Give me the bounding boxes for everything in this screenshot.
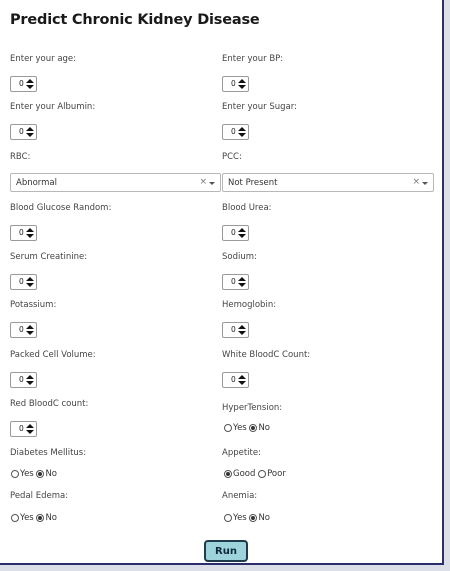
red-bloodc-count-label: Red BloodC count:	[10, 399, 89, 409]
serum-creatinine-stepper[interactable]	[10, 274, 37, 290]
stepper-arrows-icon[interactable]	[238, 276, 246, 288]
anemia-yes-option[interactable]	[224, 513, 247, 523]
stepper-arrows-icon[interactable]	[26, 126, 34, 138]
hemoglobin-value: 0	[231, 325, 236, 334]
serum-creatinine-label: Serum Creatinine:	[10, 252, 88, 262]
pedal-edema-no-option[interactable]	[36, 513, 57, 523]
blood-urea-label: Blood Urea:	[222, 203, 272, 213]
pedal-edema-no-label: No	[45, 513, 57, 523]
appetite-label: Appetite:	[222, 448, 261, 458]
pedal-edema-label: Pedal Edema:	[10, 491, 69, 501]
diabetes-mellitus-label: Diabetes Mellitus:	[10, 448, 87, 458]
radio-button-checked-icon[interactable]	[36, 470, 44, 478]
albumin-value: 0	[19, 127, 24, 136]
diabetes-mellitus-radio-group	[11, 469, 57, 480]
radio-button-checked-icon[interactable]	[224, 470, 232, 478]
appetite-radio-group	[224, 469, 286, 480]
stepper-arrows-icon[interactable]	[26, 423, 34, 435]
stepper-arrows-icon[interactable]	[238, 227, 246, 239]
sodium-label: Sodium:	[222, 252, 257, 262]
blood-glucose-label: Blood Glucose Random:	[10, 203, 112, 213]
blood-urea-stepper[interactable]	[222, 225, 249, 241]
appetite-poor-option[interactable]	[258, 469, 286, 479]
stepper-arrows-icon[interactable]	[238, 126, 246, 138]
age-stepper[interactable]	[10, 76, 37, 92]
stepper-arrows-icon[interactable]	[238, 78, 246, 90]
blood-glucose-stepper[interactable]	[10, 225, 37, 241]
run-button[interactable]: Run	[204, 540, 248, 562]
potassium-value: 0	[19, 325, 24, 334]
rbc-select[interactable]	[10, 173, 221, 192]
pcc-label: PCC:	[222, 152, 242, 162]
albumin-stepper[interactable]	[10, 124, 37, 140]
stepper-arrows-icon[interactable]	[238, 374, 246, 386]
appetite-poor-label: Poor	[267, 469, 286, 479]
anemia-radio-group	[224, 513, 270, 524]
stepper-arrows-icon[interactable]	[26, 78, 34, 90]
radio-button-icon[interactable]	[224, 424, 232, 432]
radio-button-icon[interactable]	[11, 470, 19, 478]
hypertension-radio-group	[224, 423, 270, 434]
rbc-label: RBC:	[10, 152, 31, 162]
hypertension-yes-label: Yes	[233, 423, 247, 433]
white-bloodc-count-stepper[interactable]	[222, 372, 249, 388]
rbc-selected-value: Abnormal	[16, 178, 57, 188]
page-title: Predict Chronic Kidney Disease	[10, 12, 260, 28]
radio-button-icon[interactable]	[224, 514, 232, 522]
anemia-no-option[interactable]	[249, 513, 270, 523]
diabetes-yes-label: Yes	[20, 469, 34, 479]
hypertension-no-label: No	[258, 423, 270, 433]
bp-label: Enter your BP:	[222, 54, 284, 64]
hypertension-yes-option[interactable]	[224, 423, 247, 433]
white-bloodc-count-label: White BloodC Count:	[222, 350, 311, 360]
red-bloodc-count-value: 0	[19, 424, 24, 433]
sugar-value: 0	[231, 127, 236, 136]
clear-icon[interactable]: ×	[199, 177, 207, 187]
stepper-arrows-icon[interactable]	[26, 374, 34, 386]
hemoglobin-stepper[interactable]	[222, 322, 249, 338]
stepper-arrows-icon[interactable]	[26, 227, 34, 239]
sugar-stepper[interactable]	[222, 124, 249, 140]
blood-urea-value: 0	[231, 228, 236, 237]
hypertension-no-option[interactable]	[249, 423, 270, 433]
red-bloodc-count-stepper[interactable]	[10, 421, 37, 437]
albumin-label: Enter your Albumin:	[10, 102, 96, 112]
potassium-stepper[interactable]	[10, 322, 37, 338]
blood-glucose-value: 0	[19, 228, 24, 237]
anemia-label: Anemia:	[222, 491, 258, 501]
white-bloodc-count-value: 0	[231, 375, 236, 384]
age-label: Enter your age:	[10, 54, 77, 64]
clear-icon[interactable]: ×	[412, 177, 420, 187]
radio-button-checked-icon[interactable]	[249, 514, 257, 522]
pcc-selected-value: Not Present	[228, 178, 278, 188]
appetite-good-label: Good	[233, 469, 256, 479]
packed-cell-volume-value: 0	[19, 375, 24, 384]
diabetes-no-option[interactable]	[36, 469, 57, 479]
sugar-label: Enter your Sugar:	[222, 102, 297, 112]
anemia-yes-label: Yes	[233, 513, 247, 523]
stepper-arrows-icon[interactable]	[238, 324, 246, 336]
stepper-arrows-icon[interactable]	[26, 324, 34, 336]
bp-value: 0	[231, 79, 236, 88]
hemoglobin-label: Hemoglobin:	[222, 300, 277, 310]
appetite-good-option[interactable]	[224, 469, 255, 479]
pedal-edema-yes-label: Yes	[20, 513, 34, 523]
serum-creatinine-value: 0	[19, 277, 24, 286]
radio-button-icon[interactable]	[258, 470, 266, 478]
bp-stepper[interactable]	[222, 76, 249, 92]
potassium-label: Potassium:	[10, 300, 57, 310]
sodium-value: 0	[231, 277, 236, 286]
chevron-down-icon[interactable]	[209, 182, 215, 185]
sodium-stepper[interactable]	[222, 274, 249, 290]
chevron-down-icon[interactable]	[422, 182, 428, 185]
packed-cell-volume-stepper[interactable]	[10, 372, 37, 388]
stepper-arrows-icon[interactable]	[26, 276, 34, 288]
pedal-edema-radio-group	[11, 513, 57, 524]
packed-cell-volume-label: Packed Cell Volume:	[10, 350, 96, 360]
diabetes-yes-option[interactable]	[11, 469, 34, 479]
pedal-edema-yes-option[interactable]	[11, 513, 34, 523]
age-value: 0	[19, 79, 24, 88]
diabetes-no-label: No	[45, 469, 57, 479]
pcc-select[interactable]	[222, 173, 434, 192]
radio-button-checked-icon[interactable]	[36, 514, 44, 522]
anemia-no-label: No	[258, 513, 270, 523]
radio-button-icon[interactable]	[11, 514, 19, 522]
hypertension-label: HyperTension:	[222, 403, 283, 413]
radio-button-checked-icon[interactable]	[249, 424, 257, 432]
